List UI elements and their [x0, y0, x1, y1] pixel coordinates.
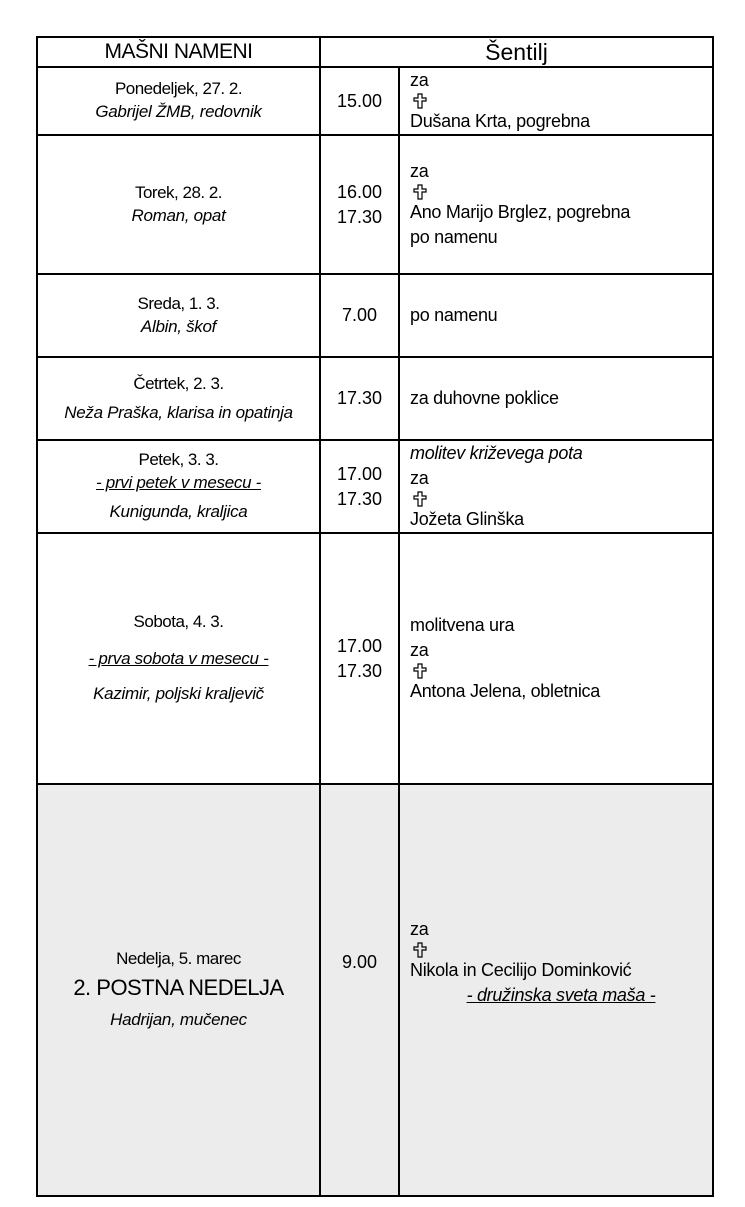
latin-cross-icon	[413, 491, 427, 507]
day-date: Sreda, 1. 3.	[137, 293, 220, 313]
day-date: Ponedeljek, 27. 2.	[114, 79, 243, 98]
day-saint: Neža Praška, klarisa in opatinja	[64, 402, 293, 422]
table-row	[37, 357, 713, 440]
time-cell	[320, 274, 399, 357]
day-date: Sobota, 4. 3.	[133, 612, 224, 631]
intent-line: za Ano Marijo Brglez, pogrebna	[410, 161, 631, 222]
intent-cell	[399, 440, 713, 533]
feast-title: 2. POSTNA NEDELJA	[73, 975, 284, 1000]
day-date: Nedelja, 5. marec	[116, 949, 241, 968]
day-saint: Gabrijel ŽMB, redovnik	[95, 102, 262, 121]
intent-line: za duhovne poklice	[410, 388, 559, 408]
time-cell	[320, 357, 399, 440]
latin-cross-icon	[413, 184, 427, 200]
intent-cell	[399, 533, 713, 784]
mass-time: 9.00	[341, 951, 378, 972]
intent-line: po namenu	[410, 305, 498, 325]
intent-line: za Jožeta Glinška	[410, 468, 524, 529]
intent-line: - družinska sveta maša -	[466, 984, 656, 1005]
mass-time: 16.00	[336, 181, 383, 202]
day-date: Torek, 28. 2.	[134, 182, 223, 202]
day-cell	[37, 357, 320, 440]
day-cell	[37, 784, 320, 1196]
table-row	[37, 67, 713, 135]
intent-cell	[399, 135, 713, 274]
day-date: Petek, 3. 3.	[138, 450, 219, 469]
mass-time: 17.00	[336, 463, 383, 484]
mass-time: 17.30	[336, 488, 383, 509]
day-saint: Kazimir, poljski kraljevič	[93, 684, 264, 703]
intent-line: za Nikola in Cecilijo Dominković	[410, 918, 632, 980]
day-cell	[37, 67, 320, 135]
mass-time: 17.00	[336, 635, 383, 656]
time-cell	[320, 440, 399, 533]
time-cell	[320, 784, 399, 1196]
table-row	[37, 784, 713, 1196]
day-date: Četrtek, 2. 3.	[133, 373, 224, 393]
day-saint: Albin, škof	[140, 316, 217, 336]
table-row	[37, 533, 713, 784]
mass-time: 15.00	[336, 90, 383, 111]
mass-time: 17.30	[336, 660, 383, 681]
day-saint: Roman, opat	[131, 205, 226, 225]
intent-cell	[399, 274, 713, 357]
day-cell	[37, 135, 320, 274]
intent-line: za Antona Jelena, obletnica	[410, 640, 600, 701]
mass-intentions-table	[36, 36, 714, 1197]
intent-cell	[399, 357, 713, 440]
mass-time: 17.30	[336, 206, 383, 227]
intent-line: za Dušana Krta, pogrebna	[410, 70, 590, 131]
intent-cell	[399, 784, 713, 1196]
latin-cross-icon	[413, 663, 427, 679]
parish-name: Šentilj	[320, 37, 713, 67]
day-saint: Kunigunda, kraljica	[109, 502, 248, 521]
day-cell	[37, 533, 320, 784]
intent-cell	[399, 67, 713, 135]
day-saint: Hadrijan, mučenec	[110, 1010, 247, 1029]
time-cell	[320, 533, 399, 784]
day-note: - prva sobota v mesecu -	[88, 649, 269, 668]
day-note: - prvi petek v mesecu -	[95, 473, 262, 492]
day-cell	[37, 274, 320, 357]
day-cell	[37, 440, 320, 533]
intent-line: molitvena ura	[410, 615, 515, 635]
latin-cross-icon	[413, 93, 427, 109]
table-row	[37, 135, 713, 274]
latin-cross-icon	[413, 942, 427, 958]
mass-time: 17.30	[336, 388, 383, 408]
intent-line: molitev križevega pota	[410, 443, 583, 463]
header-row	[37, 37, 713, 67]
table-title: MAŠNI NAMENI	[37, 37, 320, 67]
mass-time: 7.00	[341, 305, 378, 325]
time-cell	[320, 135, 399, 274]
table-row	[37, 274, 713, 357]
time-cell	[320, 67, 399, 135]
intent-line: po namenu	[410, 227, 498, 247]
table-row	[37, 440, 713, 533]
